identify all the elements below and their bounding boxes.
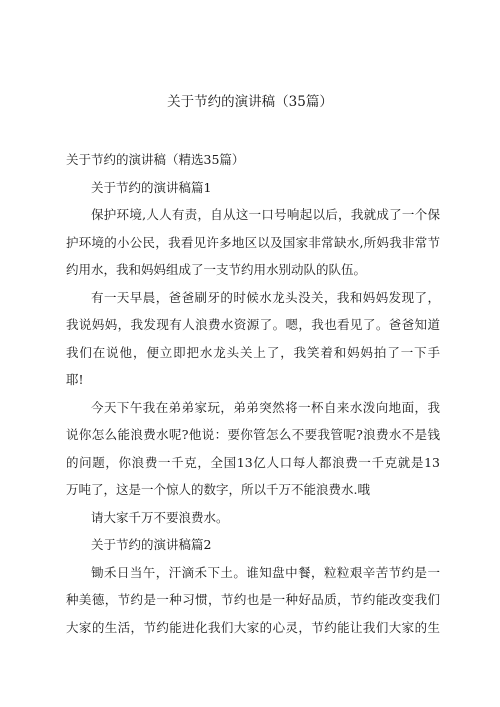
section-heading: 关于节约的演讲稿篇1 — [91, 179, 212, 195]
body-line: 说你怎么能浪费水呢?他说：要你管怎么不要我管呢?浪费水不是钱 — [66, 427, 440, 442]
body-line: 万吨了，这是一个惊人的数字，所以千万不能浪费水.哦 — [66, 482, 370, 497]
document-title: 关于节约的演讲稿（35篇） — [167, 94, 333, 110]
document-body — [66, 146, 440, 641]
body-line: 保护环境,人人有责，自从这一口号响起以后，我就成了一个保 — [91, 207, 440, 222]
body-line: 护环境的小公民，我看见许多地区以及国家非常缺水,所妈我非常节 — [66, 234, 440, 250]
body-line: 耶! — [66, 372, 84, 387]
body-line: 种美德，节约是一种习惯，节约也是一种好品质，节约能改变我们 — [66, 592, 440, 607]
body-line: 请大家千万不要浪费水。 — [91, 509, 229, 525]
section-heading: 关于节约的演讲稿篇2 — [91, 537, 212, 552]
body-line: 大家的生活，节约能进化我们大家的心灵，节约能让我们大家的生 — [66, 619, 440, 635]
body-line: 我说妈妈，我发现有人浪费水资源了。嗯，我也看见了。爸爸知道 — [66, 317, 440, 332]
body-line: 锄禾日当午，汗滴禾下土。谁知盘中餐，粒粒艰辛苦节约是一 — [91, 564, 440, 580]
body-line: 今天下午我在弟弟家玩，弟弟突然将一杯自来水泼向地面，我 — [91, 399, 440, 415]
body-line: 有一天早晨，爸爸刷牙的时候水龙头没关，我和妈妈发现了， — [91, 289, 440, 305]
body-line: 关于节约的演讲稿（精选35篇） — [66, 152, 245, 167]
body-line: 我们在说他，便立即把水龙头关上了，我笑着和妈妈拍了一下手 — [66, 344, 440, 360]
body-line: 的问题，你浪费一千克，全国13亿人口每人都浪费一千克就是13 — [66, 454, 440, 470]
body-line: 约用水，我和妈妈组成了一支节约用水别动队的队伍。 — [66, 262, 367, 277]
